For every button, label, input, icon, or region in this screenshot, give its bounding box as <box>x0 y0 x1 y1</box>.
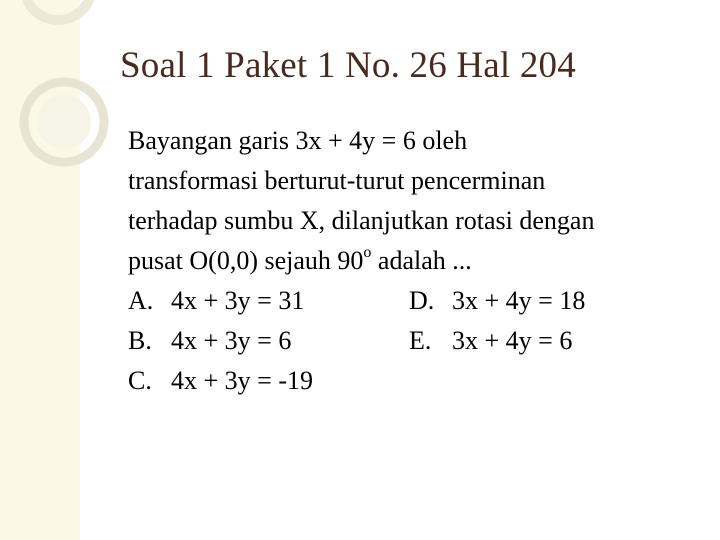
option-a-letter: A. <box>128 286 154 315</box>
option-b <box>128 326 291 355</box>
options-row-2 <box>128 321 703 361</box>
degree-superscript: o <box>363 244 372 262</box>
question-line-4 <box>128 241 703 281</box>
option-d <box>409 281 585 321</box>
option-d-letter: D. <box>409 286 435 315</box>
option-e-expr: 3x + 4y = 6 <box>452 326 573 355</box>
question-line-4-tail: adalah ... <box>371 246 472 275</box>
option-c <box>128 366 313 395</box>
options-row-1 <box>128 281 703 321</box>
option-c-expr: 4x + 3y = -19 <box>171 366 313 395</box>
option-e <box>409 321 572 361</box>
question-body <box>128 121 703 401</box>
decorative-rings-icon <box>0 0 130 200</box>
option-b-expr: 4x + 3y = 6 <box>171 326 292 355</box>
option-e-letter: E. <box>409 326 432 355</box>
question-line-4-text: pusat O(0,0) sejauh 90 <box>128 246 364 275</box>
option-b-letter: B. <box>128 326 152 355</box>
question-line-2: transformasi berturut-turut pencerminan <box>128 166 546 195</box>
option-d-expr: 3x + 4y = 18 <box>452 286 586 315</box>
slide-title: Soal 1 Paket 1 No. 26 Hal 204 <box>120 45 576 86</box>
question-line-1: Bayangan garis 3x + 4y = 6 oleh <box>128 126 468 155</box>
option-a-expr: 4x + 3y = 31 <box>171 286 305 315</box>
options-row-3 <box>128 361 703 401</box>
question-line-3: terhadap sumbu X, dilanjutkan rotasi dengan <box>128 206 595 235</box>
option-c-letter: C. <box>128 366 152 395</box>
option-a <box>128 286 304 315</box>
